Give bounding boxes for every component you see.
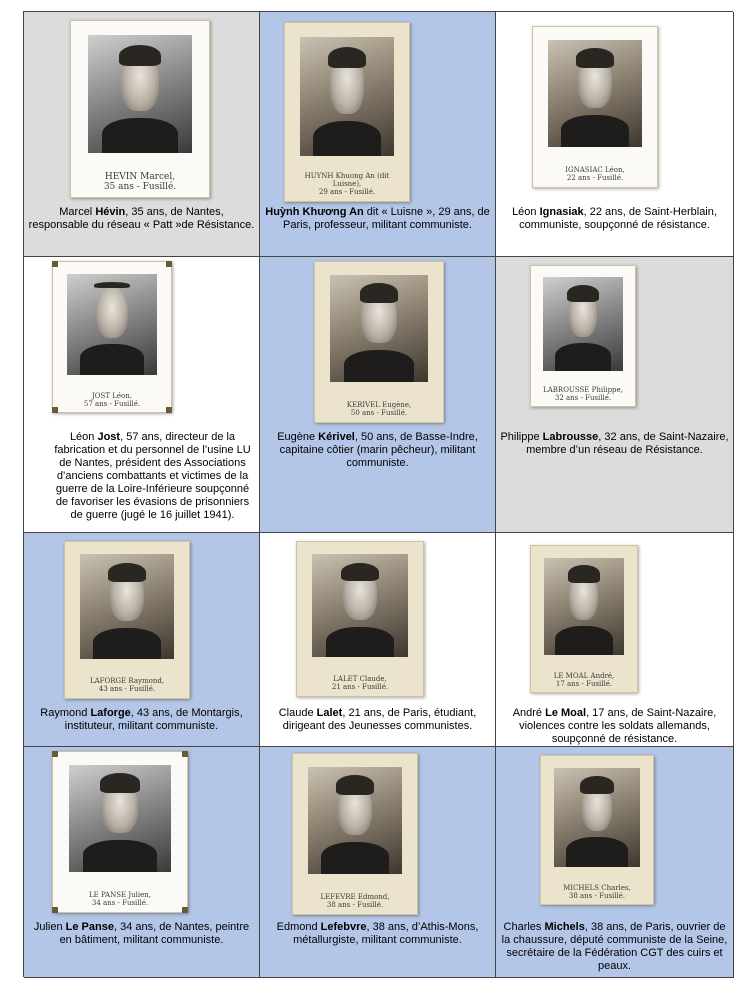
portrait-photo [300,37,394,156]
person-cell [24,747,260,978]
portrait-caption: KERIVEL Eugène, 50 ans - Fusillé. [346,401,412,418]
portrait-card [284,22,410,202]
portrait-photo [330,275,427,382]
portrait-card [52,261,172,413]
person-cell [24,12,260,257]
portrait-caption: LEFEVRE Edmond, 38 ans - Fusillé. [320,893,390,910]
portrait-caption: HUYNH Khuong An (dit Luisne), 29 ans - Fusillé. [304,171,390,196]
person-description: Raymond Laforge, 43 ans, de Montargis, instituteur, militant communiste. [40,707,243,732]
memorial-table [23,11,733,977]
portrait-photo [308,767,402,874]
person-cell [24,257,260,533]
person-description: Charles Michels, 38 ans, de Paris, ouvrier de la chaussure, député communiste de la Seine, secrétaire de la Fédération CGT des cuirs et peaux. [501,921,728,972]
portrait-card [64,541,190,699]
person-description: Edmond Lefebvre, 38 ans, d’Athis-Mons, métallurgiste, militant communiste. [276,921,479,946]
person-cell [496,257,734,533]
portrait-caption: HEVIN Marcel, 35 ans - Fusillé. [103,171,177,192]
portrait-photo [80,554,174,659]
portrait-card [540,755,654,905]
portrait-caption: LALET Claude, 21 ans - Fusillé. [331,675,389,692]
portrait-card [296,541,424,697]
portrait-caption: IGNASIAC Léon, 22 ans - Fusillé. [565,166,625,183]
person-cell [260,747,496,978]
person-description: Julien Le Panse, 34 ans, de Nantes, peintre en bâtiment, militant communiste. [33,921,250,946]
person-description: Claude Lalet, 21 ans, de Paris, étudiant, dirigeant des Jeunesses communistes. [278,707,477,732]
portrait-caption: LABROUSSE Philippe, 32 ans - Fusillé. [543,385,623,402]
person-description: Léon Jost, 57 ans, directeur de la fabrication et du personnel de l’usine LU de Nantes, président des Associations d’anciens combattants et victimes de la guerre de la Loire-Inférieure soupçonné de favoriser les évasions de prisonniers de guerre (jugé le 16 juillet 1941). [54,431,251,521]
portrait-photo [67,274,157,375]
portrait-caption: LE PANSE Julien, 34 ans - Fusillé. [88,891,152,908]
person-description: Philippe Labrousse, 32 ans, de Saint-Nazaire, membre d’un réseau de Résistance. [500,431,729,456]
person-cell [496,12,734,257]
portrait-photo [69,765,171,872]
portrait-caption: JOST Léon, 57 ans - Fusillé. [83,391,141,408]
portrait-card [530,265,636,407]
person-cell [260,257,496,533]
person-description: Eugène Kérivel, 50 ans, de Basse-Indre, capitaine côtier (marin pêcheur), militant communiste. [277,431,478,469]
portrait-photo [548,40,642,147]
portrait-card [70,20,210,198]
person-description: Léon Ignasiak, 22 ans, de Saint-Herblain, communiste, soupçonné de résistance. [512,206,717,231]
portrait-caption: LE MOAL André, 17 ans - Fusillé. [553,671,615,688]
person-cell [496,747,734,978]
portrait-photo [312,554,408,657]
portrait-photo [544,558,625,656]
portrait-photo [554,768,639,867]
portrait-card [292,753,418,915]
portrait-card [314,261,444,423]
portrait-photo [543,277,622,371]
person-cell [260,533,496,747]
person-cell [496,533,734,747]
portrait-caption: LAFORGE Raymond, 43 ans - Fusillé. [89,677,165,694]
person-description: Huỳnh Khương An dit « Luisne », 29 ans, de Paris, professeur, militant communiste. [265,206,490,231]
person-cell [260,12,496,257]
portrait-card [532,26,658,188]
portrait-card [52,751,188,913]
portrait-photo [88,35,193,153]
portrait-caption: MICHELS Charles, 38 ans - Fusillé. [563,883,631,900]
person-cell [24,533,260,747]
person-description: Marcel Hévin, 35 ans, de Nantes, responsable du réseau « Patt »de Résistance. [28,206,255,231]
portrait-card [530,545,638,693]
person-description: André Le Moal, 17 ans, de Saint-Nazaire, violences contre les soldats allemands, soupçonné de résistance. [512,707,717,745]
